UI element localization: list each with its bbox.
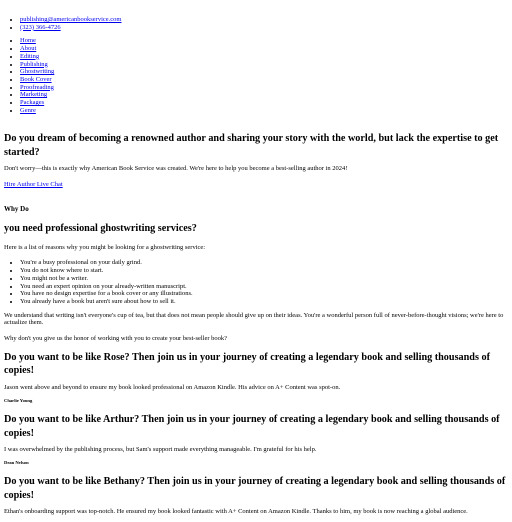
nav-item-proofreading (20, 84, 508, 92)
reason-item: • You're a busy professional on your daily grind. (20, 259, 508, 267)
testimonial-text-bethany: Ethan's onboarding support was top-notch. He ensured my book looked fantastic with A+ Content on Amazon Kindle. Thanks to him, my book is now reaching a global audience. (4, 508, 468, 516)
nav-link-home[interactable]: Home (20, 37, 36, 45)
reason-item: • You do not know where to start. (20, 267, 508, 275)
testimonial-heading-rose: Do you want to be like Rose? Then join us in your journey of creating a legendary book and selling thousands of copies! (4, 352, 490, 377)
testimonial-heading-bethany: Do you want to be like Bethany? Then join us in your journey of creating a legendary book and selling thousands of copies! (4, 476, 506, 501)
nav-item-home (20, 37, 508, 45)
contact-phone-item (20, 24, 508, 32)
nav-link-ghostwriting[interactable]: Ghostwriting (20, 68, 55, 76)
hero-subtext: Don't worry—this is exactly why American Book Service was created. We're here to help you become a best-selling author in 2024! (4, 165, 348, 173)
nav-item-marketing (20, 91, 508, 99)
reason-item: • You already have a book but aren't sure about how to sell it. (20, 298, 508, 306)
reasons-intro: Here is a list of reasons why you might be looking for a ghostwriting service: (4, 243, 206, 251)
hire-author-live-chat-link[interactable]: Hire Author Live Chat (4, 181, 63, 189)
nav-item-editing (20, 53, 508, 61)
ghostwriting-paragraph-1: We understand that writing isn't everyone's cup of tea, but that does not mean people should give up on their ideas. You're a wonderful person full of never-before-thought visions; we're here to actualize them. (4, 311, 504, 327)
page-content (4, 16, 508, 522)
testimonial-text-arthur: I was overwhelmed by the publishing process, but Sam's support made everything manageable. I'm grateful for his help. (4, 445, 317, 453)
nav-item-publishing (20, 61, 508, 69)
nav-link-packages[interactable]: Packages (20, 99, 45, 107)
reason-item: • You need an expert opinion on your already-written manuscript. (20, 283, 508, 291)
testimonial-heading-arthur: Do you want to be like Arthur? Then join us in your journey of creating a legendary book and selling thousands of copies! (4, 414, 500, 439)
ghostwriting-heading: you need professional ghostwriting services? (4, 223, 197, 235)
testimonial-text-rose: Jason went above and beyond to ensure my book looked professional on Amazon Kindle. His advice on A+ Content was spot-on. (4, 383, 341, 391)
testimonial-author-rose: Charlie Young (4, 397, 33, 403)
hero-heading: Do you dream of becoming a renowned author and sharing your story with the world, but lack the expertise to get started? (4, 133, 499, 158)
nav-item-about (20, 45, 508, 53)
main-nav (4, 37, 508, 114)
nav-item-ghostwriting (20, 68, 508, 76)
nav-item-book-cover (20, 76, 508, 84)
contact-list (4, 16, 508, 31)
nav-link-marketing[interactable]: Marketing (20, 91, 48, 99)
testimonial-author-arthur: Dean Nelson (4, 459, 29, 465)
reason-item: • You have no design expertise for a book cover or any illustrations. (20, 290, 508, 298)
nav-item-packages (20, 99, 508, 107)
nav-link-about[interactable]: About (20, 45, 37, 53)
nav-item-genre (20, 107, 508, 115)
contact-email-link[interactable]: publishing@americanbookservice.com (20, 16, 122, 23)
contact-phone-link[interactable]: (323) 366-4726 (20, 23, 61, 31)
nav-link-book-cover[interactable]: Book Cover (20, 75, 52, 83)
nav-link-publishing[interactable]: Publishing (20, 60, 48, 68)
reason-item: • You might not be a writer. (20, 275, 508, 283)
nav-link-genre[interactable]: Genre (20, 106, 36, 114)
ghostwriting-paragraph-2: Why don't you give us the honor of working with you to create your best-seller book? (4, 335, 228, 343)
reasons-list (4, 259, 508, 305)
nav-link-proofreading[interactable]: Proofreading (20, 83, 54, 91)
nav-link-editing[interactable]: Editing (20, 52, 40, 60)
contact-email-item (20, 16, 508, 24)
why-do-label: Why Do (4, 205, 29, 214)
